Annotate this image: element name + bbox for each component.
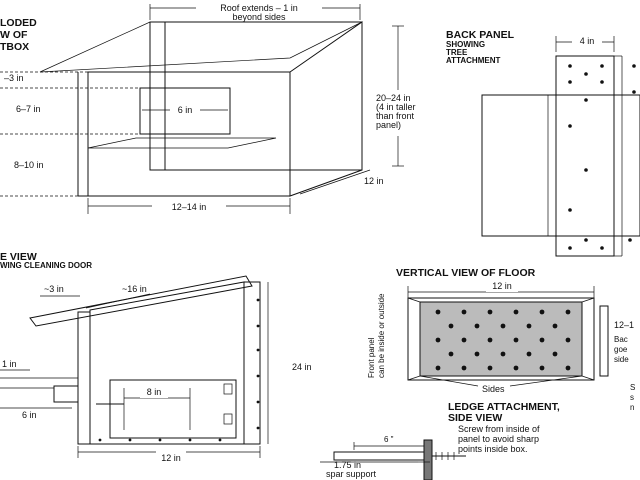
drain-hole: [501, 352, 506, 357]
drain-hole: [566, 366, 571, 371]
dim-left-top: –3 in: [4, 73, 24, 83]
drain-hole: [553, 352, 558, 357]
depth-label: 12 in: [364, 176, 384, 186]
drain-hole: [514, 338, 519, 343]
screw-hole: [568, 124, 572, 128]
back-panel-title-4: ATTACHMENT: [446, 56, 501, 65]
floor-width-label: 12 in: [492, 281, 512, 291]
floor-right-label-1: 12–1: [614, 320, 635, 330]
screw-hole: [568, 80, 572, 84]
floor-right-label-4: side: [614, 355, 629, 364]
screw-hole: [568, 246, 572, 250]
screw-hole: [600, 64, 604, 68]
nail-dot: [159, 439, 162, 442]
nail-dot: [257, 325, 260, 328]
drain-hole: [436, 310, 441, 315]
back-panel-title-1: BACK PANEL: [446, 29, 515, 41]
drain-hole: [462, 310, 467, 315]
side-view-title-2: WING CLEANING DOOR: [0, 261, 92, 270]
side-width-label: 12 in: [161, 453, 181, 463]
door-width-label: 8 in: [146, 387, 162, 397]
floor-right-label-3: goe: [614, 345, 628, 354]
drain-hole: [462, 366, 467, 371]
nail-dot: [257, 375, 260, 378]
floor-panel: [420, 302, 582, 376]
drain-hole: [488, 310, 493, 315]
nail-dot: [219, 439, 222, 442]
floor-right-label-5: S: [630, 383, 636, 392]
roof-note-line-2: beyond sides: [232, 12, 286, 22]
floor-right-label-7: n: [630, 403, 635, 412]
screw-hole: [584, 168, 588, 172]
screw-hole: [584, 98, 588, 102]
side-dim-6-label: 6 in: [22, 410, 37, 420]
spar-support-label-1: 1.75 in: [334, 460, 362, 470]
roof-note-line-1: Roof extends – 1 in: [220, 3, 298, 13]
ledge-panel: [424, 440, 432, 480]
floor-right-label-2: Bac: [614, 335, 628, 344]
side-dim-1-label: 1 in: [2, 359, 17, 369]
dim-left-mid: 6–7 in: [16, 104, 41, 114]
side-dim-16-label: ~16 in: [122, 284, 147, 294]
drain-hole: [527, 324, 532, 329]
floor-sides-label: Sides: [482, 384, 505, 394]
drain-hole: [501, 324, 506, 329]
floor-right-label-6: s: [630, 393, 634, 402]
exploded-title-line-1: LODED: [0, 17, 37, 29]
nail-dot: [189, 439, 192, 442]
drain-hole: [514, 310, 519, 315]
drain-hole: [566, 310, 571, 315]
drain-hole: [540, 338, 545, 343]
screw-hole: [568, 208, 572, 212]
hole-width-label: 6 in: [177, 105, 193, 115]
screw-hole: [632, 64, 636, 68]
nail-dot: [257, 349, 260, 352]
drain-hole: [488, 338, 493, 343]
drain-hole: [553, 324, 558, 329]
floor-view-title: VERTICAL VIEW OF FLOOR: [396, 267, 536, 279]
back-panel-title-2: SHOWING: [446, 40, 486, 49]
ledge-note-2: panel to avoid sharp: [458, 434, 540, 444]
screw-hole: [584, 72, 588, 76]
side-height-label: 24 in: [292, 362, 312, 372]
drain-hole: [488, 366, 493, 371]
ledge-note-3: points inside box.: [458, 444, 528, 454]
nail-dot: [129, 439, 132, 442]
screw-hole: [600, 80, 604, 84]
screw-hole: [632, 90, 636, 94]
nail-dot: [99, 439, 102, 442]
height-label-1: 20–24 in: [376, 93, 411, 103]
drain-hole: [449, 352, 454, 357]
drain-hole: [540, 310, 545, 315]
back-width-label: 4 in: [579, 36, 595, 46]
drain-hole: [527, 352, 532, 357]
width-label: 12–14 in: [171, 202, 207, 212]
screw-hole: [584, 238, 588, 242]
dim-left-bottom: 8–10 in: [14, 160, 44, 170]
ledge-dim-label: 6 ": [384, 435, 394, 444]
side-view-title-1: E VIEW: [0, 251, 37, 263]
drain-hole: [566, 338, 571, 343]
height-label-4: panel): [376, 120, 402, 130]
ledge-note-1: Screw from inside of: [458, 424, 540, 434]
drain-hole: [475, 352, 480, 357]
front-panel-label-2: can be inside or outside: [377, 293, 386, 378]
screw-hole: [600, 246, 604, 250]
drain-hole: [540, 366, 545, 371]
exploded-title-line-3: TBOX: [0, 41, 30, 53]
screw-hole: [568, 64, 572, 68]
front-panel-label-1: Front panel: [367, 337, 376, 378]
back-panel-title-3: TREE: [446, 48, 468, 57]
ledge-title-1: LEDGE ATTACHMENT,: [448, 401, 560, 413]
exploded-title-line-2: W OF: [0, 29, 28, 41]
nail-dot: [257, 427, 260, 430]
drain-hole: [449, 324, 454, 329]
drain-hole: [475, 324, 480, 329]
nail-dot: [257, 401, 260, 404]
spar-support-label-2: spar support: [326, 469, 377, 479]
screw-hole: [628, 238, 632, 242]
height-label-3: than front: [376, 111, 415, 121]
nail-dot: [257, 299, 260, 302]
drain-hole: [514, 366, 519, 371]
drain-hole: [436, 366, 441, 371]
drain-hole: [436, 338, 441, 343]
drain-hole: [462, 338, 467, 343]
side-dim-3-label: ~3 in: [44, 284, 64, 294]
height-label-2: (4 in taller: [376, 102, 416, 112]
ledge-title-2: SIDE VIEW: [448, 412, 503, 424]
